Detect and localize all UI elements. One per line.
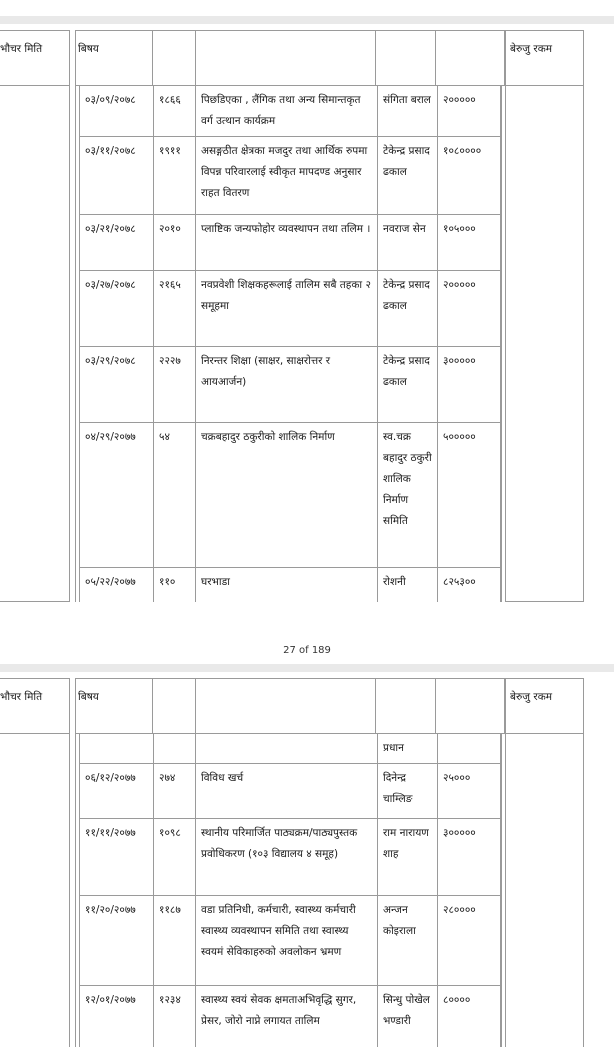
cell-voucher-number: २२२७ (154, 347, 196, 423)
cell-voucher-number: ११० (154, 568, 196, 603)
cell-subject: पिछडिएका , लैंगिक तथा अन्य सिमान्तकृत वर्ग उत्थान कार्यक्रम (196, 86, 378, 137)
cell-subject: निरन्तर शिक्षा (साक्षर, साक्षरोत्तर र आयआर्जन) (196, 347, 378, 423)
header-beruju-amount: बेरुजु रकम (505, 30, 584, 86)
cell-amount: १०५००० (438, 215, 502, 271)
cell-amount: ३००००० (438, 347, 502, 423)
cell-name: नवराज सेन (378, 215, 438, 271)
header-subject: बिषय (75, 678, 505, 734)
voucher-date-column-body (0, 86, 70, 602)
cell-date: ०३/२७/२०७८ (80, 271, 154, 347)
cell-amount (438, 734, 502, 764)
cell-name: रोशनी (378, 568, 438, 603)
cell-voucher-number: ५४ (154, 423, 196, 568)
table-row (80, 819, 502, 896)
header-voucher-date: भौचर मिति (0, 30, 70, 86)
cell-amount: २००००० (438, 271, 502, 347)
table-row (80, 215, 502, 271)
voucher-table (79, 733, 502, 1047)
table-row (80, 986, 502, 1047)
cell-name: टेकेन्द्र प्रसाद ढकाल (378, 271, 438, 347)
cell-subject (196, 734, 378, 764)
cell-date: ०६/१२/२०७७ (80, 764, 154, 819)
cell-date: ०३/२१/२०७८ (80, 215, 154, 271)
cell-voucher-number: १८६६ (154, 86, 196, 137)
cell-name: टेकेन्द्र प्रसाद ढकाल (378, 347, 438, 423)
cell-subject: प्लाष्टिक जन्यफोहोर व्यवस्थापन तथा तलिम । (196, 215, 378, 271)
cell-name: दिनेन्द्र चाम्लिङ (378, 764, 438, 819)
table-row (80, 764, 502, 819)
cell-subject: स्थानीय परिमार्जित पाठ्यक्रम/पाठ्यपुस्तक प्रवोधिकरण (१०३ विद्यालय ४ समूह) (196, 819, 378, 896)
cell-date: ०३/२९/२०७८ (80, 347, 154, 423)
page-gap (0, 16, 614, 24)
cell-amount: ५००००० (438, 423, 502, 568)
column-divider (75, 734, 76, 1047)
column-divider (195, 678, 196, 734)
cell-name: टेकेन्द्र प्रसाद ढकाल (378, 137, 438, 215)
header-beruju-amount: बेरुजु रकम (505, 678, 584, 734)
cell-voucher-number (154, 734, 196, 764)
column-divider (75, 86, 76, 602)
cell-date: ०३/११/२०७८ (80, 137, 154, 215)
cell-subject: चक्रबहादुर ठकुरीको शालिक निर्माण (196, 423, 378, 568)
cell-date: ११/२०/२०७७ (80, 896, 154, 986)
cell-subject: वडा प्रतिनिधी, कर्मचारी, स्वास्थ्य कर्मचारी स्वास्थ्य व्यवस्थापन समिति तथा स्वास्थ्य स्वयमं सेविकाहरुको अवलोकन भ्रमण (196, 896, 378, 986)
table-row (80, 347, 502, 423)
cell-name: स्व.चक्र बहादुर ठकुरी शालिक निर्माण समिति (378, 423, 438, 568)
cell-name: अन्जन कोइराला (378, 896, 438, 986)
cell-voucher-number: २७४ (154, 764, 196, 819)
table-row (80, 423, 502, 568)
document-page-27 (0, 30, 614, 602)
table-row (80, 896, 502, 986)
cell-subject: नवप्रवेशी शिक्षकहरूलाई तालिम सबै तहका २ समूहमा (196, 271, 378, 347)
column-divider (435, 678, 436, 734)
cell-subject: घरभाडा (196, 568, 378, 603)
cell-subject: विविध खर्च (196, 764, 378, 819)
column-divider (375, 678, 376, 734)
cell-name: राम नारायण शाह (378, 819, 438, 896)
cell-date: ०४/२९/२०७७ (80, 423, 154, 568)
beruju-column-body (505, 86, 584, 602)
cell-name: संगिता बराल (378, 86, 438, 137)
header-voucher-date: भौचर मिति (0, 678, 70, 734)
table-row (80, 568, 502, 603)
cell-amount: ३००००० (438, 819, 502, 896)
cell-date: १२/०१/२०७७ (80, 986, 154, 1047)
table-row-continued (80, 734, 502, 764)
page-gap (0, 664, 614, 672)
cell-voucher-number: १२३४ (154, 986, 196, 1047)
header-subject: बिषय (75, 30, 505, 86)
cell-date: ०५/२२/२०७७ (80, 568, 154, 603)
column-divider (195, 30, 196, 86)
cell-voucher-number: ११८७ (154, 896, 196, 986)
voucher-table (79, 85, 502, 602)
page-number: 27 of 189 (283, 645, 331, 656)
cell-voucher-number: १९११ (154, 137, 196, 215)
document-page-28 (0, 678, 614, 1047)
cell-amount: २८०००० (438, 896, 502, 986)
cell-amount: १०८०००० (438, 137, 502, 215)
cell-subject: असङ्गठीत क्षेत्रका मजदुर तथा आर्थिक रुपमा विपन्न परिवारलाई स्वीकृत मापदण्ड अनुसार राहत वितरण (196, 137, 378, 215)
cell-voucher-number: २०१० (154, 215, 196, 271)
cell-name: प्रधान (378, 734, 438, 764)
table-row (80, 137, 502, 215)
cell-voucher-number: १०९८ (154, 819, 196, 896)
cell-subject: स्वास्थ्य स्वयं सेवक क्षमताअभिवृद्धि सुगर, प्रेसर, जोरो नाप्ने लगायत तालिम (196, 986, 378, 1047)
cell-date: ११/११/२०७७ (80, 819, 154, 896)
table-row (80, 86, 502, 137)
column-divider (152, 30, 153, 86)
cell-amount: ८०००० (438, 986, 502, 1047)
voucher-date-column-body (0, 734, 70, 1047)
cell-amount: २५००० (438, 764, 502, 819)
table-row (80, 271, 502, 347)
column-divider (375, 30, 376, 86)
cell-date (80, 734, 154, 764)
cell-amount: २००००० (438, 86, 502, 137)
cell-name: सिन्धु पोखेल भण्डारी (378, 986, 438, 1047)
cell-date: ०३/०९/२०७८ (80, 86, 154, 137)
column-divider (152, 678, 153, 734)
cell-voucher-number: २१६५ (154, 271, 196, 347)
column-divider (435, 30, 436, 86)
beruju-column-body (505, 734, 584, 1047)
cell-amount: ८२५३०० (438, 568, 502, 603)
